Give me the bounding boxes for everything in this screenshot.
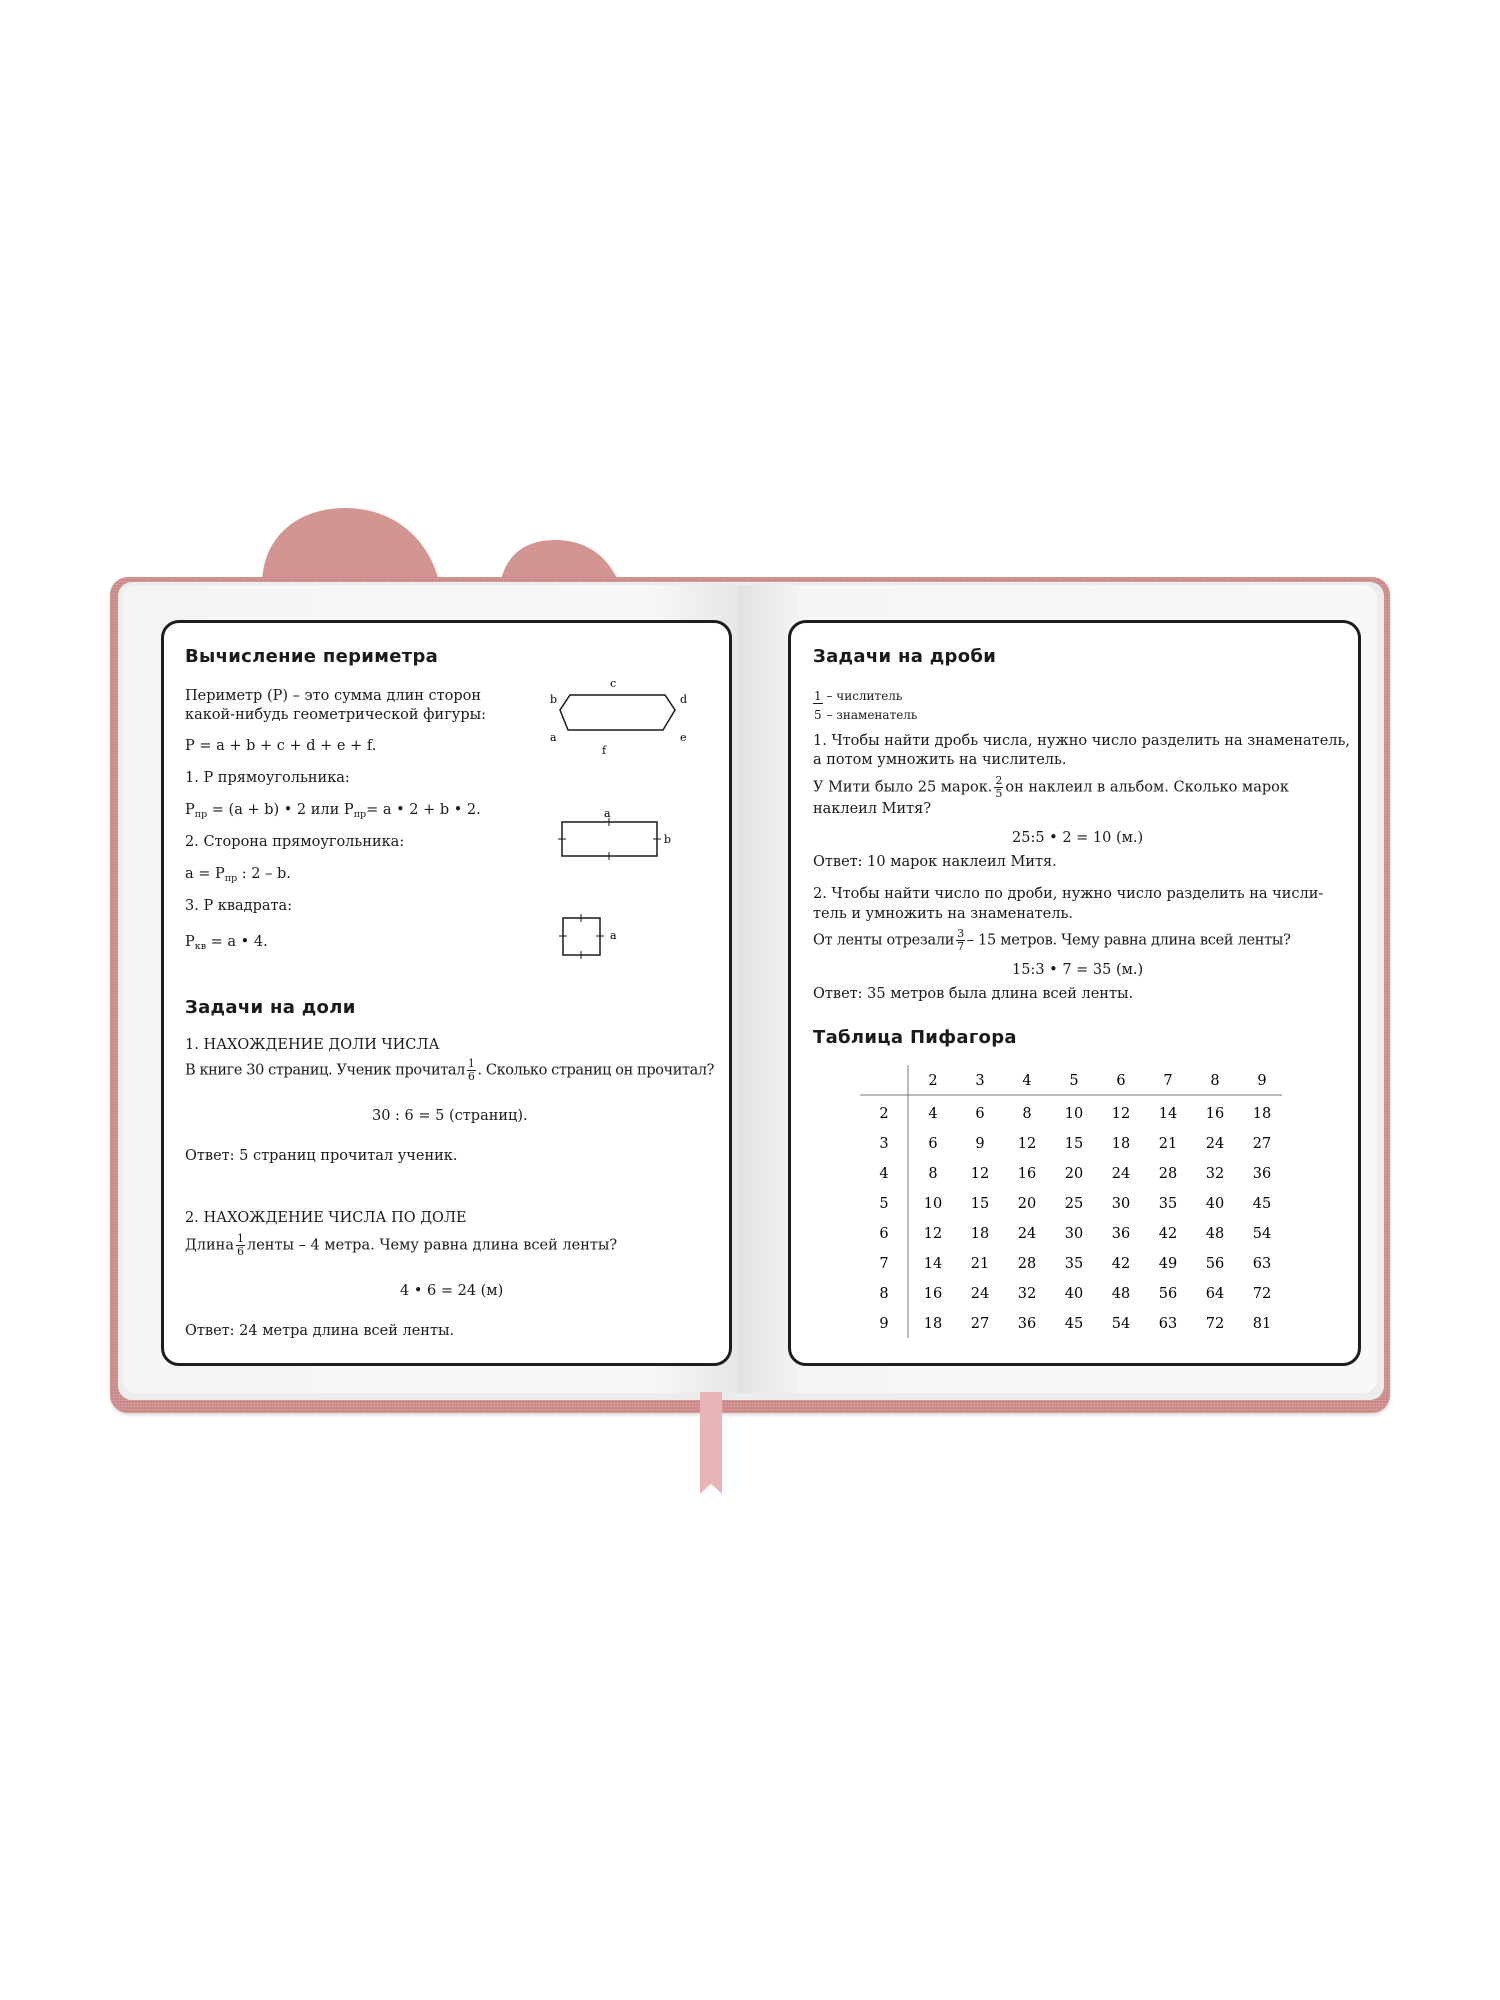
hexagon-label-c: c xyxy=(610,677,617,690)
task1-calculation: 30 : 6 = 5 (страниц). xyxy=(372,1108,528,1124)
table-cell: 56 xyxy=(1205,1256,1225,1272)
table-header-cell: 8 xyxy=(1210,1073,1220,1089)
square-figure xyxy=(559,914,617,959)
example1-fraction: $\frac{2}{5}$ xyxy=(995,774,1003,800)
pythagoras-title: Таблица Пифагора xyxy=(813,1027,1017,1048)
hexagon-figure xyxy=(550,677,687,757)
pythagoras-table xyxy=(860,1062,1290,1342)
table-cell: 18 xyxy=(1252,1106,1272,1122)
table-cell: 32 xyxy=(1205,1166,1225,1182)
table-header-cell: 2 xyxy=(928,1073,938,1089)
table-row-label: 7 xyxy=(879,1256,889,1272)
table-cell: 10 xyxy=(1064,1106,1084,1122)
hexagon-label-b: b xyxy=(550,693,558,706)
table-header-cell: 5 xyxy=(1069,1073,1079,1089)
table-cell: 54 xyxy=(1111,1316,1131,1332)
rect-perimeter-formula: $P_{пр} = (a + b)$ • 2 или $P_{пр}= a$ • 2 + b • 2. xyxy=(185,802,481,820)
rect-label-b: b xyxy=(664,833,672,846)
rule2-line1: 2. Чтобы найти число по дроби, нужно число разделить на числи- xyxy=(813,886,1324,902)
perimeter-title: Вычисление периметра xyxy=(185,646,439,667)
table-cell: 36 xyxy=(1111,1226,1131,1242)
table-cell: 42 xyxy=(1158,1226,1178,1242)
table-cell: 48 xyxy=(1111,1286,1131,1302)
table-cell: 12 xyxy=(970,1166,990,1182)
table-header-cell: 3 xyxy=(975,1073,985,1089)
table-cell: 30 xyxy=(1064,1226,1084,1242)
example2-calculation: 15:3 • 7 = 35 (м.) xyxy=(1012,962,1144,978)
denominator-legend: 5 – знаменатель xyxy=(814,708,918,722)
table-cell: 14 xyxy=(923,1256,943,1272)
task2-calculation: 4 • 6 = 24 (м) xyxy=(400,1283,504,1299)
table-header-cell: 6 xyxy=(1116,1073,1126,1089)
example2-answer: Ответ: 35 метров была длина всей ленты. xyxy=(813,986,1134,1002)
table-row-label: 8 xyxy=(879,1286,889,1302)
table-cell: 27 xyxy=(1252,1136,1272,1152)
table-cell: 63 xyxy=(1158,1316,1178,1332)
table-cell: 56 xyxy=(1158,1286,1178,1302)
table-cell: 54 xyxy=(1252,1226,1272,1242)
table-cell: 35 xyxy=(1064,1256,1084,1272)
table-cell: 42 xyxy=(1111,1256,1131,1272)
table-cell: 6 xyxy=(928,1136,938,1152)
table-cell: 12 xyxy=(1111,1106,1131,1122)
shares-title: Задачи на доли xyxy=(185,997,356,1018)
table-cell: 30 xyxy=(1111,1196,1131,1212)
table-cell: 72 xyxy=(1252,1286,1272,1302)
rule1-line1: 1. Чтобы найти дробь числа, нужно число разделить на знаменатель, xyxy=(813,733,1350,749)
table-cell: 10 xyxy=(923,1196,943,1212)
table-row-label: 5 xyxy=(879,1196,889,1212)
table-cell: 18 xyxy=(1111,1136,1131,1152)
table-cell: 8 xyxy=(928,1166,938,1182)
table-cell: 35 xyxy=(1158,1196,1178,1212)
task1-fraction: $\frac{1}{6}$ xyxy=(467,1057,475,1083)
table-row-label: 6 xyxy=(879,1226,889,1242)
hexagon-label-e: e xyxy=(680,731,687,744)
table-cell: 45 xyxy=(1252,1196,1272,1212)
rule2-line2: тель и умножить на знаменатель. xyxy=(813,906,1073,922)
table-header-cell: 4 xyxy=(1022,1073,1032,1089)
table-cell: 28 xyxy=(1017,1256,1037,1272)
square-perimeter-formula: $P_{кв} = a$ • 4. xyxy=(185,934,268,952)
example1-answer: Ответ: 10 марок наклеил Митя. xyxy=(813,854,1057,870)
table-cell: 16 xyxy=(1017,1166,1037,1182)
table-header-cell: 9 xyxy=(1257,1073,1267,1089)
table-cell: 40 xyxy=(1205,1196,1225,1212)
table-cell: 32 xyxy=(1017,1286,1037,1302)
table-cell: 72 xyxy=(1205,1316,1225,1332)
rect-perimeter-heading: 1. P прямоугольника: xyxy=(185,770,350,786)
task2-heading: 2. НАХОЖДЕНИЕ ЧИСЛА ПО ДОЛЕ xyxy=(185,1210,467,1226)
table-cell: 21 xyxy=(1158,1136,1178,1152)
table-row-label: 9 xyxy=(879,1316,889,1332)
table-cell: 24 xyxy=(970,1286,990,1302)
example1-calculation: 25:5 • 2 = 10 (м.) xyxy=(1012,830,1144,846)
table-cell: 40 xyxy=(1064,1286,1084,1302)
table-cell: 24 xyxy=(1111,1166,1131,1182)
perimeter-formula: P = a + b + c + d + e + f. xyxy=(185,738,377,754)
table-cell: 25 xyxy=(1064,1196,1084,1212)
table-cell: 48 xyxy=(1205,1226,1225,1242)
example1-text: У Мити было 25 марок. $\frac{2}{5}$ он наклеил в альбом. Сколько марок xyxy=(813,774,1289,800)
table-row-label: 3 xyxy=(879,1136,889,1152)
hexagon-label-a: a xyxy=(550,731,557,744)
table-cell: 6 xyxy=(975,1106,985,1122)
table-cell: 14 xyxy=(1158,1106,1178,1122)
hexagon-label-f: f xyxy=(602,744,607,757)
table-cell: 16 xyxy=(923,1286,943,1302)
notebook-ears xyxy=(0,0,1500,620)
perimeter-definition-line1: Периметр (P) – это сумма длин сторон xyxy=(185,688,482,704)
bookmark-ribbon[interactable] xyxy=(700,1392,722,1494)
rect-label-a: a xyxy=(604,807,611,820)
table-cell: 18 xyxy=(923,1316,943,1332)
table-row-label: 4 xyxy=(879,1166,889,1182)
table-cell: 12 xyxy=(1017,1136,1037,1152)
table-header-cell: 7 xyxy=(1163,1073,1173,1089)
example2-fraction: $\frac{3}{7}$ xyxy=(957,927,964,953)
task1-heading: 1. НАХОЖДЕНИЕ ДОЛИ ЧИСЛА xyxy=(185,1037,440,1053)
table-cell: 9 xyxy=(975,1136,985,1152)
table-cell: 20 xyxy=(1017,1196,1037,1212)
rule1-line2: а потом умножить на числитель. xyxy=(813,752,1067,768)
table-cell: 27 xyxy=(970,1316,990,1332)
example1-line2: наклеил Митя? xyxy=(813,801,932,817)
task1-answer: Ответ: 5 страниц прочитал ученик. xyxy=(185,1148,458,1164)
square-perimeter-heading: 3. P квадрата: xyxy=(185,898,293,914)
table-cell: 81 xyxy=(1252,1316,1272,1332)
rectangle-figure xyxy=(558,807,671,860)
table-cell: 24 xyxy=(1017,1226,1037,1242)
table-cell: 16 xyxy=(1205,1106,1225,1122)
table-cell: 12 xyxy=(923,1226,943,1242)
example2-text: От ленты отрезали $\frac{3}{7}$ – 15 метров. Чему равна длина всей ленты? xyxy=(813,927,1291,953)
table-cell: 15 xyxy=(970,1196,990,1212)
fractions-title: Задачи на дроби xyxy=(813,646,997,667)
task2-fraction: $\frac{1}{6}$ xyxy=(236,1232,244,1258)
numerator-legend: 1 – числитель xyxy=(814,689,903,703)
table-cell: 36 xyxy=(1017,1316,1037,1332)
table-cell: 15 xyxy=(1064,1136,1084,1152)
table-cell: 45 xyxy=(1064,1316,1084,1332)
table-cell: 36 xyxy=(1252,1166,1272,1182)
task2-text: Длина $\frac{1}{6}$ ленты – 4 метра. Чему равна длина всей ленты? xyxy=(185,1232,618,1258)
task1-text: В книге 30 страниц. Ученик прочитал $\frac{1}{6}$ . Сколько страниц он прочитал? xyxy=(185,1057,715,1083)
table-cell: 20 xyxy=(1064,1166,1084,1182)
square-label-a: a xyxy=(610,929,617,942)
rect-side-heading: 2. Сторона прямоугольника: xyxy=(185,834,405,850)
table-cell: 8 xyxy=(1022,1106,1032,1122)
table-cell: 21 xyxy=(970,1256,990,1272)
hexagon-label-d: d xyxy=(680,693,688,706)
table-cell: 24 xyxy=(1205,1136,1225,1152)
geometry-figures xyxy=(540,675,690,965)
left-ear xyxy=(262,508,440,585)
table-cell: 18 xyxy=(970,1226,990,1242)
table-cell: 63 xyxy=(1252,1256,1272,1272)
table-cell: 4 xyxy=(928,1106,938,1122)
rect-side-formula: $a = P_{пр}$ : 2 – b. xyxy=(185,866,291,884)
table-cell: 28 xyxy=(1158,1166,1178,1182)
table-cell: 49 xyxy=(1158,1256,1178,1272)
table-row-label: 2 xyxy=(879,1106,889,1122)
table-cell: 64 xyxy=(1205,1286,1225,1302)
task2-answer: Ответ: 24 метра длина всей ленты. xyxy=(185,1323,455,1339)
perimeter-definition-line2: какой-нибудь геометрической фигуры: xyxy=(185,707,487,723)
